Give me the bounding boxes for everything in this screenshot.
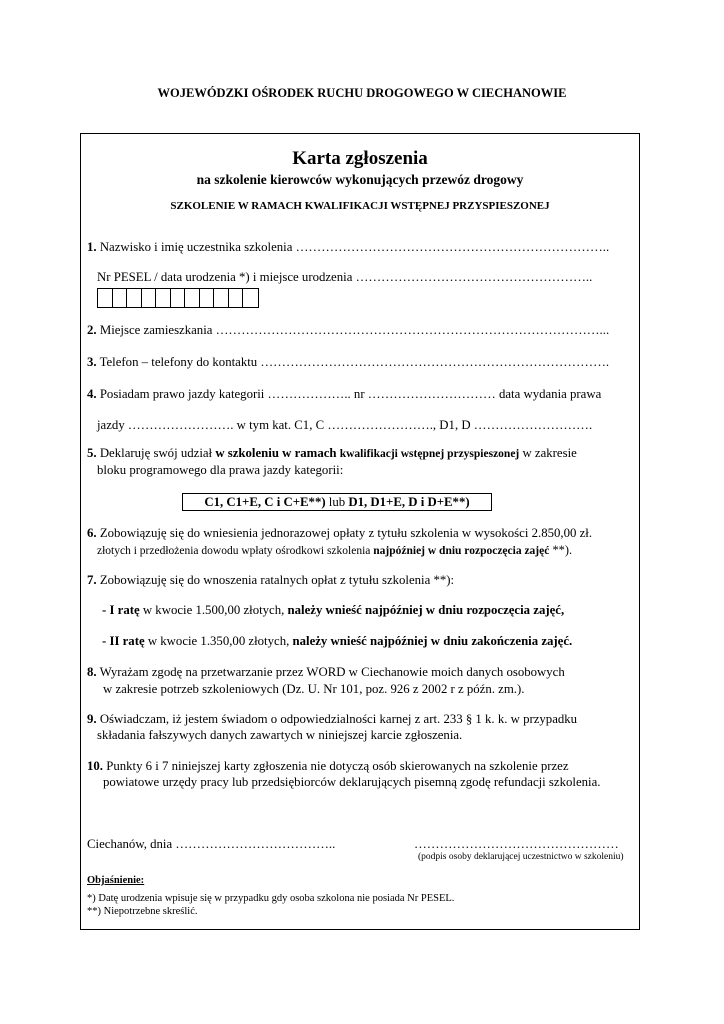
installment-2-label: - II ratę	[102, 634, 145, 648]
category-c-group[interactable]: C1, C1+E, C i C+E**)	[204, 495, 326, 509]
item-6-line1: Zobowiązuję się do wniesienia jednorazowej opłaty z tytułu szkolenia w wysokości 2.850,00 zł.	[99, 526, 593, 540]
item-2-address[interactable]	[87, 323, 609, 338]
place-date-field[interactable]: Ciechanów, dnia ………………………………..	[87, 837, 336, 851]
item-number: 5.	[87, 446, 97, 460]
installment-1-deadline: należy wnieść najpóźniej w dniu rozpoczęcia zajęć,	[287, 603, 565, 617]
category-or: lub	[325, 495, 349, 509]
pesel-cell[interactable]	[185, 289, 200, 307]
installment-2-deadline: należy wnieść najpóźniej w dniu zakończenia zajęć.	[292, 634, 573, 648]
category-selection-box[interactable]	[182, 493, 492, 511]
item-6-payment	[87, 526, 592, 541]
installment-2-amount: w kwocie 1.350,00 złotych,	[144, 634, 293, 648]
item-9-statement	[87, 712, 577, 727]
pesel-cell[interactable]	[243, 289, 258, 307]
institution-header: WOJEWÓDZKI OŚRODEK RUCHU DROGOWEGO W CIECHANOWIE	[157, 86, 567, 100]
item-number: 7.	[87, 573, 97, 587]
item-4-text: Posiadam prawo jazdy kategorii ……………….. nr ………………………… data wydania prawa	[99, 387, 602, 401]
item-8-line1: Wyrażam zgodę na przetwarzanie przez WORD w Ciechanowie moich danych osobowych	[99, 665, 565, 679]
item-number: 9.	[87, 712, 97, 726]
item-3-text: Telefon – telefony do kontaktu ……………………………………………………………………….	[99, 355, 610, 369]
signature-caption: (podpis osoby deklarującej uczestnictwo w szkoleniu)	[418, 852, 624, 862]
item-number: 2.	[87, 323, 97, 337]
item-4-license-line2[interactable]: jazdy ……………………. w tym kat. C1, C ……………………., D1, D ……………………….	[97, 418, 593, 432]
item-number: 1.	[87, 240, 97, 254]
item-1-name[interactable]	[87, 240, 609, 255]
item-10-line2: powiatowe urzędy pracy lub przedsiębiorców deklarujących pisemną zgodę refundacji szkolenia.	[103, 775, 601, 789]
footnote-1: *) Datę urodzenia wpisuje się w przypadku gdy osoba szkolona nie posiada Nr PESEL.	[87, 893, 455, 904]
item-10-note	[87, 759, 569, 774]
item-5-declaration	[87, 446, 577, 461]
item-number: 6.	[87, 526, 97, 540]
pesel-cell[interactable]	[142, 289, 157, 307]
explanations-title: Objaśnienie:	[87, 875, 145, 886]
pesel-cell[interactable]	[113, 289, 128, 307]
item-5-text-a: Deklaruję swój udział	[99, 446, 216, 460]
signature-field[interactable]: …………………………………………	[414, 837, 619, 851]
item-7-text: Zobowiązuję się do wnoszenia ratalnych opłat z tytułu szkolenia **):	[99, 573, 455, 587]
pesel-birthplace-line[interactable]: Nr PESEL / data urodzenia *) i miejsce urodzenia ………………………………………………..	[97, 270, 593, 284]
item-10-line1: Punkty 6 i 7 niniejszej karty zgłoszenia nie dotyczą osób skierowanych na szkolenie przez	[106, 759, 569, 773]
footnote-2: **) Niepotrzebne skreślić.	[87, 906, 198, 917]
form-subtitle: na szkolenie kierowców wykonujących przewóz drogowy	[196, 172, 524, 187]
pesel-cell[interactable]	[156, 289, 171, 307]
item-5-line2: bloku programowego dla prawa jazdy kategorii:	[97, 463, 344, 477]
item-5-text-b: w szkoleniu w ramach	[215, 446, 340, 460]
item-6-line2	[97, 543, 572, 558]
item-7-installments	[87, 573, 454, 588]
installment-1-amount: w kwocie 1.500,00 złotych,	[139, 603, 288, 617]
pesel-cell[interactable]	[98, 289, 113, 307]
item-5-text-d: w zakresie	[519, 446, 577, 460]
pesel-cell[interactable]	[127, 289, 142, 307]
item-4-license[interactable]	[87, 387, 601, 402]
pesel-cell[interactable]	[171, 289, 186, 307]
item-1-text: Nazwisko i imię uczestnika szkolenia ………………………………………………………………..	[99, 240, 610, 254]
item-5-text-c: kwalifikacji wstępnej przyspieszonej	[339, 448, 520, 460]
item-3-phone[interactable]	[87, 355, 609, 370]
item-8-line2: w zakresie potrzeb szkoleniowych (Dz. U. Nr 101, poz. 926 z 2002 r z późn. zm.).	[103, 682, 525, 696]
pesel-boxes[interactable]	[97, 288, 259, 308]
item-number: 3.	[87, 355, 97, 369]
pesel-cell[interactable]	[229, 289, 244, 307]
item-number: 10.	[87, 759, 103, 773]
item-9-line1: Oświadczam, iż jestem świadom o odpowiedzialności karnej z art. 233 § 1 k. k. w przypadku	[99, 712, 578, 726]
pesel-cell[interactable]	[214, 289, 229, 307]
item-2-text: Miejsce zamieszkania ………………………………………………………………………………...	[99, 323, 610, 337]
form-title: Karta zgłoszenia	[292, 148, 428, 169]
installment-2	[102, 634, 572, 649]
item-9-line2: składania fałszywych danych zawartych w niniejszej karcie zgłoszenia.	[97, 728, 463, 742]
installment-1	[102, 603, 564, 618]
item-number: 8.	[87, 665, 97, 679]
item-6-l2a: złotych i przedłożenia dowodu wpłaty ośrodkowi szkolenia	[97, 545, 374, 557]
installment-1-label: - I ratę	[102, 603, 140, 617]
pesel-cell[interactable]	[200, 289, 215, 307]
form-training-type: SZKOLENIE W RAMACH KWALIFIKACJI WSTĘPNEJ PRZYSPIESZONEJ	[170, 200, 550, 212]
item-6-l2b: najpóźniej w dniu rozpoczęcia zajęć	[373, 545, 550, 557]
item-number: 4.	[87, 387, 97, 401]
category-d-group[interactable]: D1, D1+E, D i D+E**)	[348, 495, 470, 509]
item-6-l2c: **).	[549, 543, 573, 557]
item-8-consent	[87, 665, 565, 680]
